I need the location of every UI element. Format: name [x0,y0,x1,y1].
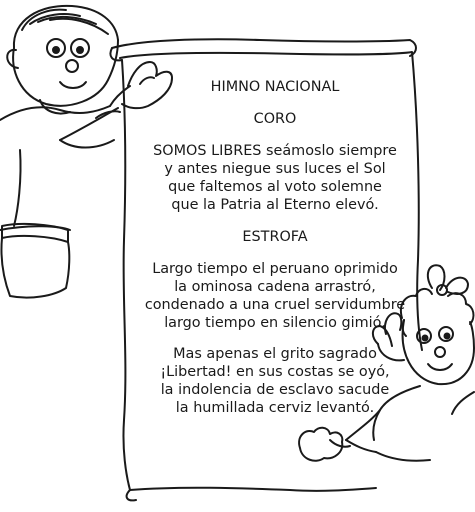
estrofa-line: Mas apenas el grito sagrado [173,346,377,362]
anthem-text-block [130,78,420,417]
coro-line: SOMOS LIBRES seámoslo siempre [153,143,397,159]
estrofa-line: la ominosa cadena arrastró, [174,279,376,295]
estrofa-line: largo tiempo en silencio gimió. [164,315,386,331]
estrofa-heading: ESTROFA [242,229,308,245]
coro-line: que la Patria al Eterno elevó. [171,197,379,213]
coro-heading: CORO [253,111,297,127]
estrofa-line: ¡Libertad! en sus costas se oyó, [160,364,390,380]
coro-line: y antes niegue sus luces el Sol [164,161,386,177]
coro-line: que faltemos al voto solemne [168,179,382,195]
poster-title: HIMNO NACIONAL [210,79,340,95]
estrofa-line: la indolencia de esclavo sacude [160,382,390,398]
estrofa-line: la humillada cerviz levantó. [175,400,375,416]
estrofa-line: condenado a una cruel servidumbre [144,297,406,313]
estrofa-line: Largo tiempo el peruano oprimido [152,261,398,277]
